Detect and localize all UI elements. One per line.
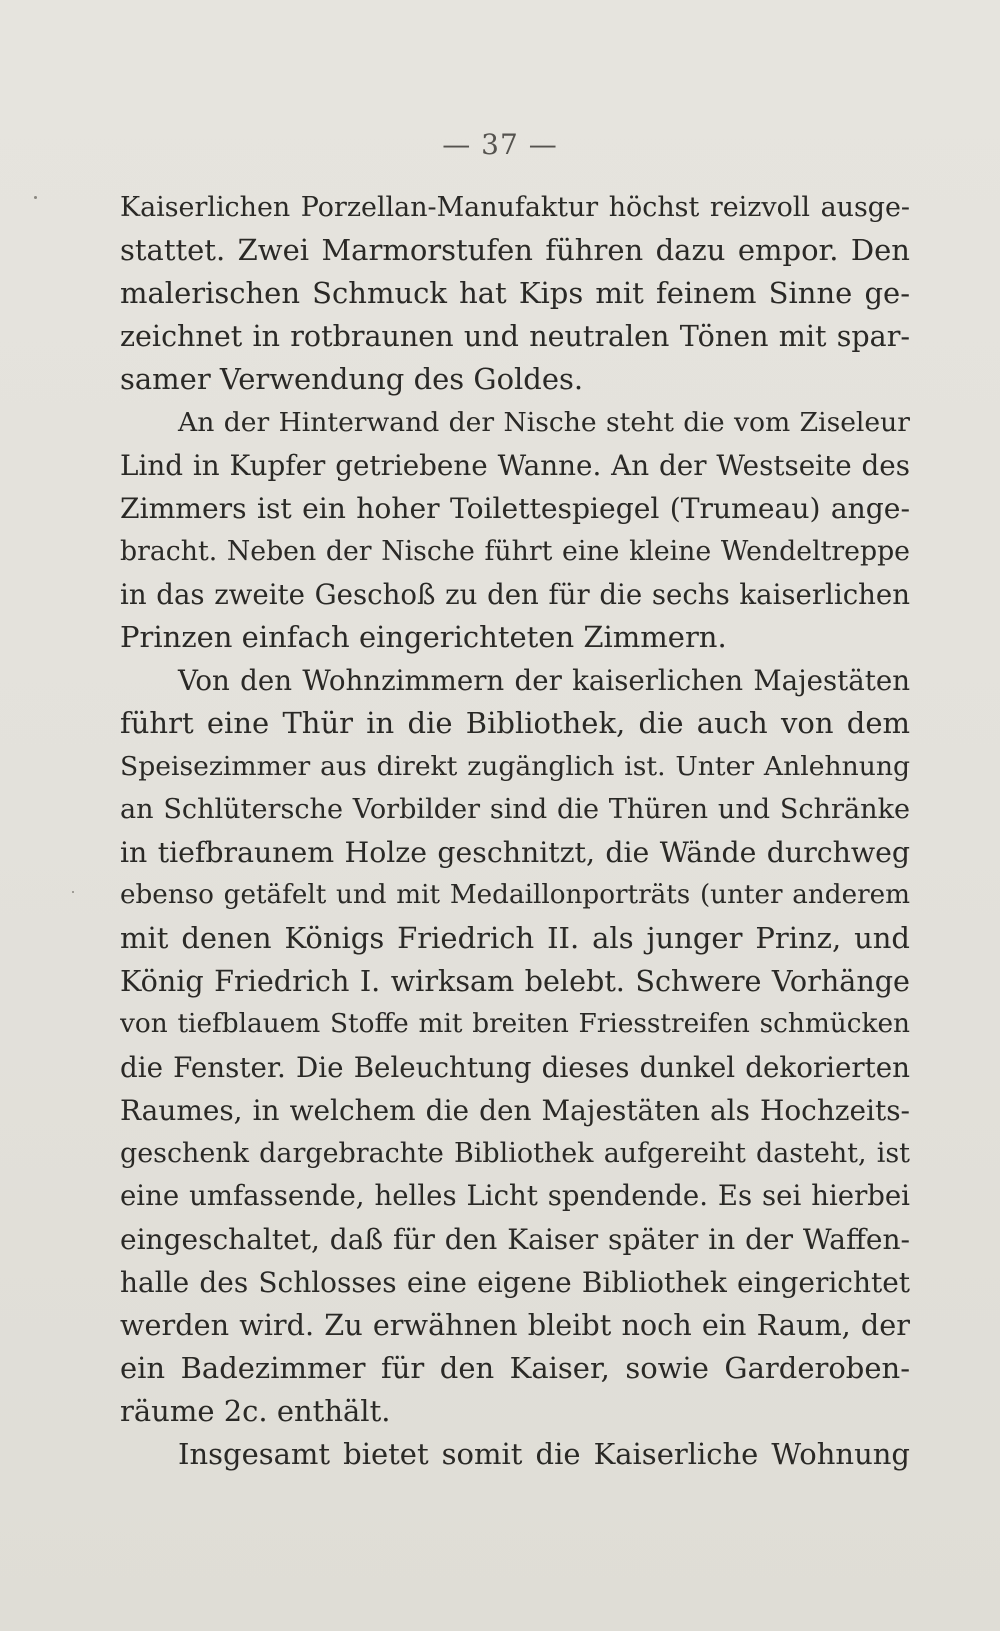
text-line: Speisezimmer aus direkt zugänglich ist. Unter Anlehnung: [120, 751, 910, 782]
text-line: mit denen Königs Friedrich II. als junger Prinz, und: [120, 921, 910, 955]
text-line: malerischen Schmuck hat Kips mit feinem Sinne ge-: [120, 276, 910, 310]
text-line: an Schlütersche Vorbilder sind die Thüren und Schränke: [120, 794, 910, 825]
text-line: die Fenster. Die Beleuchtung dieses dunkel dekorierten: [120, 1051, 910, 1084]
text-line: eine umfassende, helles Licht spendende. Es sei hierbei: [120, 1180, 910, 1212]
text-line: Insgesamt bietet somit die Kaiserliche Wohnung: [178, 1437, 910, 1471]
text-line: ein Badezimmer für den Kaiser, sowie Garderoben-: [120, 1351, 910, 1385]
paper-speck: [72, 891, 74, 893]
text-line: halle des Schlosses eine eigene Bibliothek eingerichtet: [120, 1266, 910, 1299]
text-line: in tiefbraunem Holze geschnitzt, die Wände durchweg: [120, 836, 910, 869]
text-line: geschenk dargebrachte Bibliothek aufgereiht dasteht, ist: [120, 1138, 910, 1169]
text-line: Prinzen einfach eingerichteten Zimmern.: [120, 620, 727, 654]
text-line: Lind in Kupfer getriebene Wanne. An der Westseite des: [120, 449, 910, 482]
text-line: samer Verwendung des Goldes.: [120, 362, 584, 396]
text-line: von tiefblauem Stoffe mit breiten Friesstreifen schmücken: [120, 1009, 910, 1039]
text-line: Zimmers ist ein hoher Toilettespiegel (Trumeau) ange-: [120, 492, 910, 525]
text-line: An der Hinterwand der Nische steht die vom Ziseleur: [178, 407, 910, 438]
paper-speck: [34, 196, 37, 199]
text-line: bracht. Neben der Nische führt eine kleine Wendeltreppe: [120, 536, 910, 567]
text-line: räume 2c. enthält.: [120, 1394, 391, 1428]
text-line: Kaiserlichen Porzellan-Manufaktur höchst reizvoll ausge-: [120, 192, 910, 223]
text-line: eingeschaltet, daß für den Kaiser später in der Waffen-: [120, 1223, 910, 1256]
text-line: in das zweite Geschoß zu den für die sechs kaiserlichen: [120, 578, 910, 611]
text-line: Raumes, in welchem die den Majestäten als Hochzeits-: [120, 1094, 910, 1127]
text-line: Von den Wohnzimmern der kaiserlichen Majestäten: [178, 664, 910, 697]
text-line: stattet. Zwei Marmorstufen führen dazu empor. Den: [120, 233, 910, 267]
text-line: zeichnet in rotbraunen und neutralen Tönen mit spar-: [120, 319, 910, 353]
text-line: König Friedrich I. wirksam belebt. Schwere Vorhänge: [120, 964, 910, 998]
text-line: werden wird. Zu erwähnen bleibt noch ein Raum, der: [120, 1308, 910, 1342]
text-line: ebenso getäfelt und mit Medaillonporträts (unter anderem: [120, 880, 910, 910]
body-text: [120, 186, 910, 1476]
page-number: — 37 —: [442, 128, 558, 161]
text-line: führt eine Thür in die Bibliothek, die auch von dem: [120, 706, 910, 740]
